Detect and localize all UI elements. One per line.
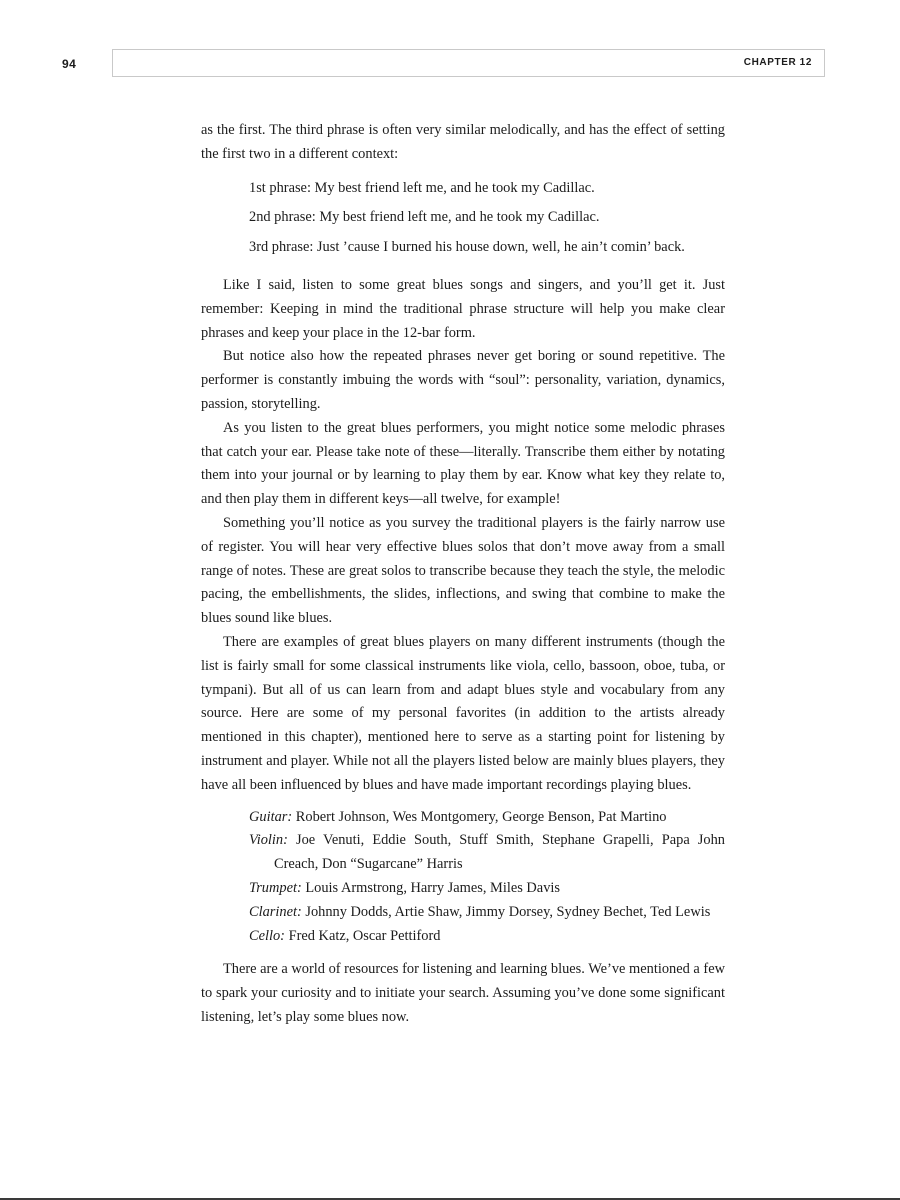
paragraph: Something you’ll notice as you survey the traditional players is the fairly narrow use of register. You will hear very effective blues solos that don’t move away from a small range of notes. These are great solos to transcribe because they teach the style, the melodic pacing, the embellishments, the slides, inflections, and swing that combine to make the blues sound like blues. bbox=[201, 514, 725, 627]
favorite-entry bbox=[249, 877, 725, 901]
player-list: Robert Johnson, Wes Montgomery, George Benson, Pat Martino bbox=[292, 808, 667, 825]
running-header bbox=[112, 49, 825, 77]
instrument-label: Clarinet: bbox=[249, 903, 302, 920]
player-list: Louis Armstrong, Harry James, Miles Davis bbox=[301, 879, 560, 896]
phrase-line: 2nd phrase: My best friend left me, and he took my Cadillac. bbox=[249, 209, 600, 226]
favorite-entry bbox=[249, 925, 725, 949]
paragraph: Like I said, listen to some great blues songs and singers, and you’ll get it. Just remember: Keeping in mind the traditional phrase structure will help you make clear phrases and keep your place in the 12-bar form. bbox=[201, 276, 725, 341]
favorite-entry bbox=[249, 806, 725, 830]
instrument-label: Violin: bbox=[249, 832, 288, 849]
paragraph: There are examples of great blues players on many different instruments (though the list is fairly small for some classical instruments like viola, cello, bassoon, oboe, tuba, or tympani). But all of us can learn from and adapt blues style and vocabulary from any source. Here are some of my personal favorites (in addition to the artists already mentioned in this chapter), mentioned here to serve as a starting point for listening by instrument and player. While not all the players listed below are mainly blues players, they have all been influenced by blues and have made important recordings playing blues. bbox=[201, 633, 725, 793]
favorite-entry bbox=[249, 829, 725, 877]
player-list: Fred Katz, Oscar Pettiford bbox=[284, 927, 441, 944]
favorites-list bbox=[249, 806, 725, 949]
page-number: 94 bbox=[62, 57, 77, 71]
favorite-entry bbox=[249, 901, 725, 925]
player-list: Joe Venuti, Eddie South, Stuff Smith, Stephane Grapelli, Papa John Creach, Don “Sugarcane” Harris bbox=[274, 832, 725, 873]
chapter-label: CHAPTER 12 bbox=[743, 57, 812, 68]
instrument-label: Trumpet: bbox=[249, 879, 302, 896]
player-list: Johnny Dodds, Artie Shaw, Jimmy Dorsey, Sydney Bechet, Ted Lewis bbox=[301, 903, 711, 920]
instrument-label: Guitar: bbox=[249, 808, 293, 825]
paragraph: As you listen to the great blues performers, you might notice some melodic phrases that catch your ear. Please take note of these—literally. Transcribe them either by notating them into your journal or by learning to play them by ear. Know what key they relate to, and then play them in different keys—all twelve, for example! bbox=[201, 419, 725, 508]
body-text bbox=[201, 119, 725, 1030]
phrase-line: 1st phrase: My best friend left me, and he took my Cadillac. bbox=[249, 179, 595, 196]
instrument-label: Cello: bbox=[249, 927, 285, 944]
closing-paragraph: There are a world of resources for listening and learning blues. We’ve mentioned a few to spark your curiosity and to initiate your search. Assuming you’ve done some significant listening, let’s play some blues now. bbox=[201, 961, 725, 1025]
phrase-line: 3rd phrase: Just ’cause I burned his house down, well, he ain’t comin’ back. bbox=[249, 239, 685, 256]
paragraph: But notice also how the repeated phrases never get boring or sound repetitive. The performer is constantly imbuing the words with “soul”: personality, variation, dynamics, passion, storytelling. bbox=[201, 348, 725, 412]
phrase-example-block bbox=[249, 177, 725, 260]
intro-paragraph: as the first. The third phrase is often very similar melodically, and has the effect of setting the first two in a different context: bbox=[201, 122, 725, 162]
